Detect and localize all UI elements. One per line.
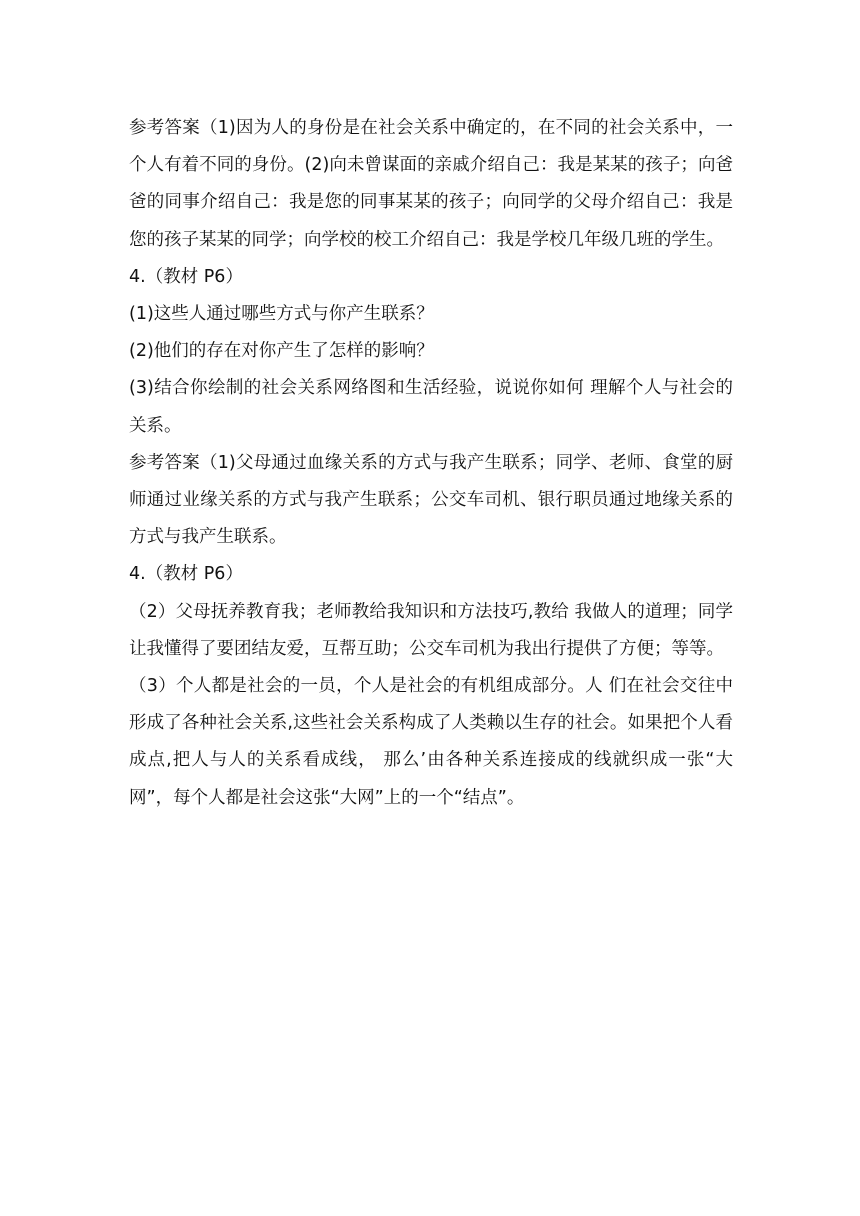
answer-paragraph-1: 参考答案（1)因为人的身份是在社会关系中确定的，在不同的社会关系中，一个人有着不同的身份。(2)向未曾谋面的亲戚介绍自己：我是某某的孩子；向爸爸的同事介绍自己：我是您的同事某某的孩子；向同学的父母介绍自己：我是您的孩子某某的同学；向学校的校工介绍自己：我是学校几年级几班的学生。 [129, 118, 733, 250]
question-item-2: (2)他们的存在对你产生了怎样的影响？ [129, 341, 434, 362]
question-item-1: (1)这些人通过哪些方式与你产生联系？ [129, 304, 434, 325]
answer-paragraph-2: 参考答案（1)父母通过血缘关系的方式与我产生联系；同学、老师、食堂的厨师通过业缘关系的方式与我产生联系；公交车司机、银行职员通过地缘关系的方式与我产生联系。 [129, 452, 733, 548]
answer-item-2: （2）父母抚养教育我；老师教给我知识和方法技巧,教给 我做人的道理；同学让我懂得了要团结友爱，互帮互助；公交车司机为我出行提供了方便；等等。 [129, 601, 733, 659]
document-page [129, 110, 733, 817]
question-item-3: (3)结合你绘制的社会关系网络图和生活经验，说说你如何 理解个人与社会的关系。 [129, 378, 733, 436]
question-heading-4b: 4.（教材 P6） [129, 564, 243, 585]
question-heading-4a: 4.（教材 P6） [129, 266, 243, 287]
answer-item-3: （3）个人都是社会的一员，个人是社会的有机组成部分。人 们在社会交往中形成了各种社会关系,这些社会关系构成了人类赖以生存的社会。如果把个人看成点,把人与人的关系看成线， 那么’由各种关系连接成的线就织成一张“大网”，每个人都是社会这张“大网”上的一个“结点”。 [129, 676, 733, 808]
